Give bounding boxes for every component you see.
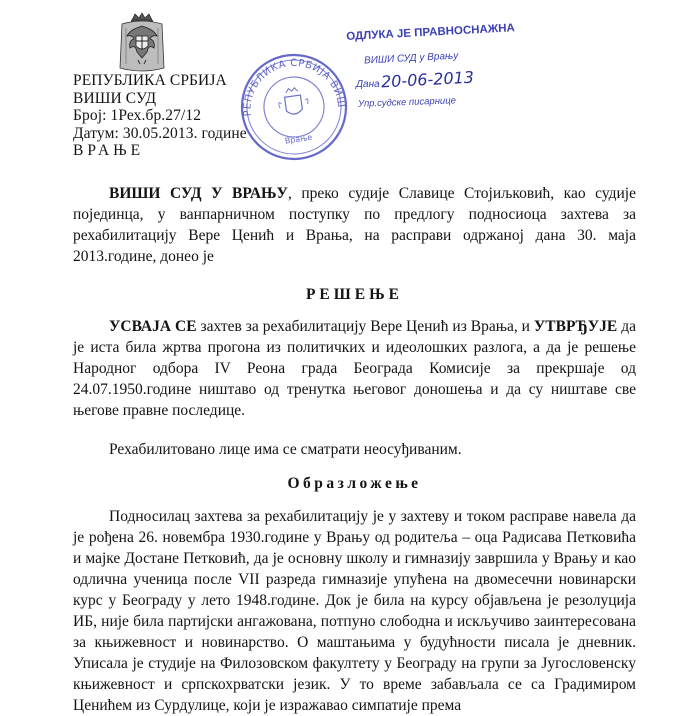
document-header <box>73 72 247 160</box>
stamp-court: ВИШИ СУД у Врању <box>363 50 459 67</box>
coat-of-arms-icon <box>118 12 166 74</box>
reasoning-heading: Образложење <box>287 475 422 492</box>
intro-paragraph <box>73 183 636 267</box>
stamp-date-handwritten: 20-06-2013 <box>380 67 475 92</box>
intro-text: , преко судије Славице Стојиљковић, као судије појединца, у ванпарничном поступку по предлогу подносиоца захтева за рехабилитацију Вере Ценић и Врања, на расправи одржаној дана 30. маја 2013.године, донео је <box>73 185 636 265</box>
stamp-clerk: Упр.судске писарнице <box>357 95 457 110</box>
rehab-statement: Рехабилитовано лице има се сматрати неосуђиваним. <box>109 441 462 458</box>
ruling-text-2: да је иста била жртва прогона из политичких и идеолошких разлога, а да је решење Народног одбора IV Реона града Београда Комисије за прекршаје од 24.07.1950.године ништаво од тренутка његовог доношења и да су ништаве све његове правне последице. <box>73 318 636 419</box>
finality-stamp <box>344 22 516 113</box>
stamp-date-label: Дана <box>356 79 380 90</box>
court-name: ВИШИ СУД <box>73 89 157 107</box>
decision-heading: РЕШЕЊЕ <box>305 286 404 303</box>
court-seal-icon <box>232 48 356 166</box>
ruling-paragraph <box>73 316 636 421</box>
ruling-text-1: захтев за рехабилитацију Вере Ценић из Врања, и <box>196 318 534 335</box>
svg-text:РЕПУБЛИКА СРБИЈА ВИШИ СУД У ВР: РЕПУБЛИКА СРБИЈА ВИШИ <box>242 57 347 117</box>
stamp-title: ОДЛУКА ЈЕ ПРАВНОСНАЖНА <box>346 22 516 43</box>
republic-name: РЕПУБЛИКА СРБИЈА <box>73 72 227 89</box>
city-name: ВРАЊЕ <box>73 142 145 159</box>
intro-court-name: ВИШИ СУД У ВРАЊУ <box>109 185 288 202</box>
reasoning-paragraph: Подносилац захтева за рехабилитацију је у захтеву и током расправе навела да је рођена 26. новембра 1930.године у Врању од родитеља – оца Радисава Петковића и мајке Достане Петковић, да је основну школу и гимназију завршила у Врању и као одлична ученица после VII разреда гимназије упућена на двомесечни новинарски курс у Београду у лето 1948.године. Док је била на курсу објављена је резолуција ИБ, није била партијски ангажована, потпуно слободна и искључиво заинтересована за књижевност и новинарство. О маштањима у будућности писала је дневник. Уписала је студије на Филозовском факултету у Београду на групи за Југословенску књижевност и српскохрватски језик. У то време забављала се са Градимиром Ценићем из Сурдулице, који је изражавао симпатије према <box>73 508 636 714</box>
document-body <box>73 183 636 716</box>
svg-text:Врање: Врање <box>284 132 313 146</box>
case-number: Број: 1Рех.бр.27/12 <box>73 107 202 124</box>
ruling-grant: УСВАЈА СЕ <box>109 318 197 335</box>
ruling-establish: УТВРЂУЈЕ <box>533 318 618 335</box>
document-date: Датум: 30.05.2013. године <box>73 124 247 142</box>
